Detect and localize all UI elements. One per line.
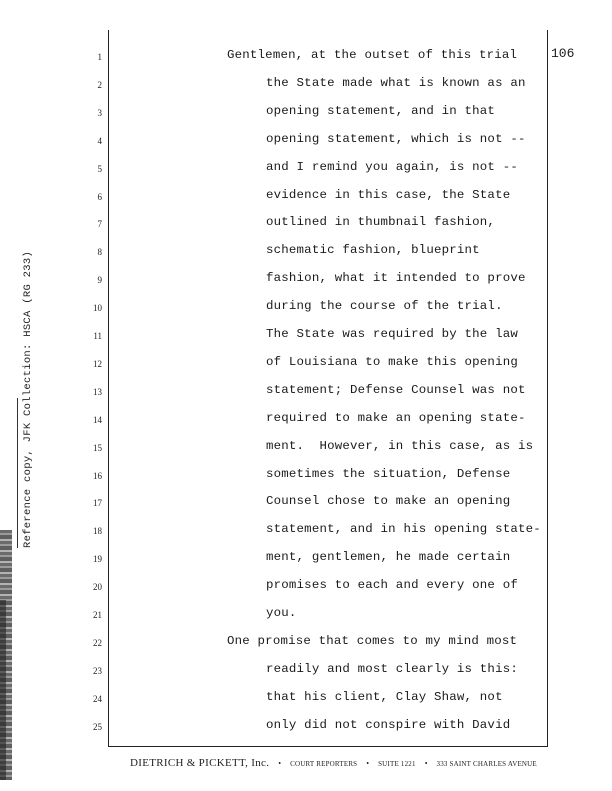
- line-number: 1: [97, 52, 102, 62]
- scan-edge-shadow-dark: [0, 600, 6, 780]
- line-number: 17: [93, 498, 102, 509]
- transcript-line: Gentlemen, at the outset of this trial: [227, 48, 518, 62]
- line-number: 7: [97, 219, 102, 230]
- transcript-line: only did not conspire with David: [266, 717, 511, 732]
- footer: [130, 753, 560, 771]
- line-number: 25: [93, 721, 102, 732]
- page-number: 106: [551, 46, 575, 61]
- line-number: 6: [97, 191, 102, 202]
- line-number: 8: [97, 247, 102, 258]
- footer-separator: •: [424, 759, 428, 768]
- line-number: 23: [93, 665, 102, 676]
- line-number: 20: [93, 582, 102, 593]
- stamp-bracket: [17, 398, 18, 548]
- transcript-line: statement, and in his opening state-: [266, 522, 541, 537]
- transcript-line: The State was required by the law: [266, 327, 518, 341]
- transcript-line: schematic fashion, blueprint: [266, 243, 480, 258]
- line-number: 5: [97, 163, 102, 174]
- transcript-line: Counsel chose to make an opening: [266, 494, 511, 509]
- line-number: 9: [97, 275, 102, 286]
- line-number: 11: [93, 331, 102, 341]
- transcript-line: required to make an opening state-: [266, 410, 526, 425]
- transcript-line: and I remind you again, is not --: [266, 159, 518, 174]
- transcript-line: that his client, Clay Shaw, not: [266, 689, 503, 704]
- line-number: 14: [93, 414, 102, 425]
- transcript-line: One promise that comes to my mind most: [227, 633, 518, 648]
- line-number: 24: [93, 693, 102, 704]
- line-number: 19: [93, 554, 102, 565]
- transcript-line: you.: [266, 606, 297, 620]
- line-number: 16: [93, 470, 102, 481]
- line-number: 15: [93, 442, 102, 453]
- transcript-line: during the course of the trial.: [266, 299, 503, 314]
- footer-address: 333 SAINT CHARLES AVENUE: [436, 760, 537, 768]
- line-number: 22: [93, 637, 102, 648]
- transcript-line: of Louisiana to make this opening: [266, 354, 518, 369]
- footer-suite: SUITE 1221: [378, 760, 416, 768]
- transcript-line: the State made what is known as an: [266, 75, 526, 90]
- transcript-line: readily and most clearly is this:: [266, 661, 518, 676]
- transcript-line: sometimes the situation, Defense: [266, 466, 511, 481]
- transcript-line: ment. However, in this case, as is: [266, 438, 534, 453]
- transcript-line: opening statement, which is not --: [266, 131, 526, 146]
- transcript-line: evidence in this case, the State: [266, 187, 511, 202]
- transcript-line: statement; Defense Counsel was not: [266, 382, 526, 397]
- footer-separator: •: [366, 759, 370, 768]
- line-number: 3: [97, 107, 102, 118]
- archive-reference-stamp: Reference copy, JFK Collection: HSCA (RG 233): [22, 250, 34, 548]
- transcript-line: ment, gentlemen, he made certain: [266, 550, 511, 565]
- line-number: 10: [93, 303, 102, 314]
- line-number: 18: [93, 526, 102, 537]
- line-number: 4: [97, 135, 102, 146]
- line-number: 12: [93, 358, 102, 369]
- transcript-line: opening statement, and in that: [266, 103, 496, 118]
- line-number: 21: [93, 610, 102, 620]
- transcript-line: fashion, what it intended to prove: [266, 271, 526, 286]
- footer-court-reporters: COURT REPORTERS: [290, 760, 358, 768]
- transcript-line: outlined in thumbnail fashion,: [266, 215, 496, 230]
- footer-separator: •: [278, 759, 282, 768]
- line-number: 2: [97, 79, 102, 90]
- footer-firm-name: DIETRICH & PICKETT, Inc.: [130, 757, 270, 769]
- transcript-line: promises to each and every one of: [266, 578, 518, 593]
- line-number: 13: [93, 386, 102, 397]
